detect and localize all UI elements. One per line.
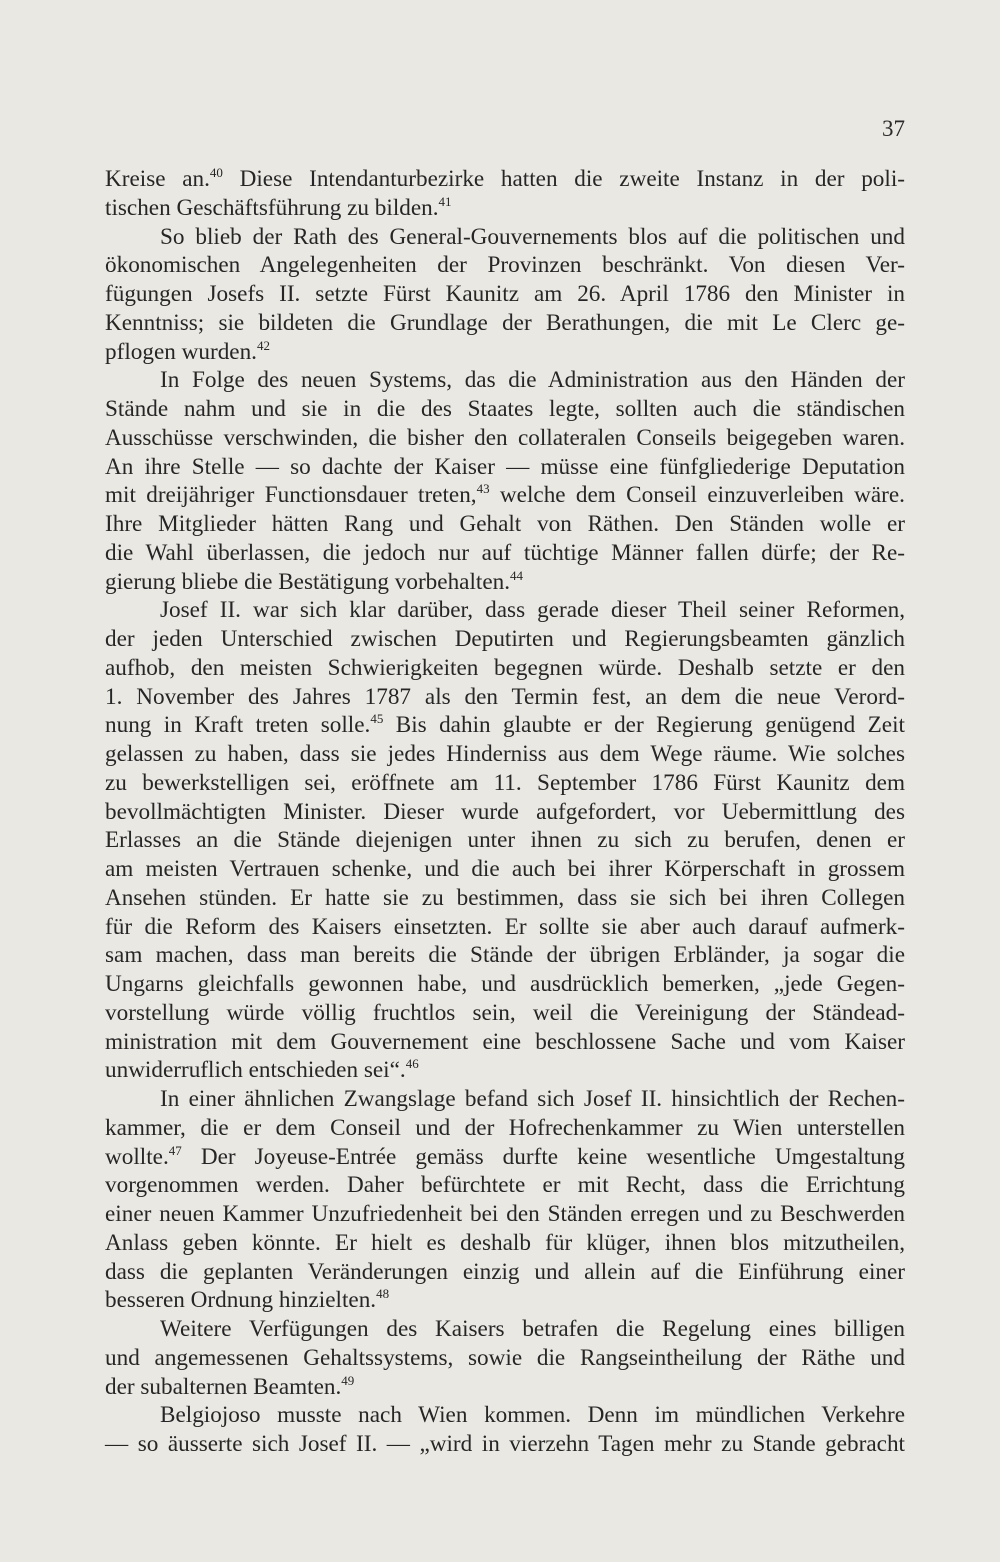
text-line bbox=[105, 1373, 905, 1402]
line-text: Anlass geben könnte. Er hielt es deshalb für klüger, ihnen blos mitzutheilen, bbox=[105, 1229, 905, 1256]
text-line bbox=[105, 1430, 905, 1459]
line-text: mit dreijähriger Functionsdauer treten, bbox=[105, 482, 477, 509]
line-text-continued: Diese Intendanturbezirke hatten die zweite Instanz in der poli- bbox=[222, 166, 905, 192]
line-text: pflogen wurden. bbox=[105, 338, 257, 365]
line-text: Erlasses an die Stände diejenigen unter ihnen zu sich zu berufen, denen er bbox=[105, 827, 905, 854]
line-text: bevollmächtigten Minister. Dieser wurde aufgefordert, vor Uebermittlung des bbox=[105, 798, 905, 825]
text-line bbox=[105, 913, 905, 942]
text-line bbox=[105, 1401, 905, 1430]
line-text: Weitere Verfügungen des Kaisers betrafen die Regelung eines billigen bbox=[160, 1316, 905, 1342]
text-line bbox=[105, 1114, 905, 1143]
text-line bbox=[105, 510, 905, 539]
line-text: Ansehen stünden. Er hatte sie zu bestimmen, dass sie sich bei ihren Collegen bbox=[105, 884, 905, 911]
text-line bbox=[105, 711, 905, 740]
text-line bbox=[105, 424, 905, 453]
line-text: So blieb der Rath des General-Gouvernements blos auf die politischen und bbox=[160, 223, 905, 250]
text-line bbox=[105, 999, 905, 1028]
text-line bbox=[105, 568, 905, 597]
footnote-marker: 44 bbox=[510, 567, 524, 583]
line-text: vorgenommen werden. Daher befürchtete er mit Recht, dass die Errichtung bbox=[105, 1172, 905, 1199]
footnote-marker: 41 bbox=[438, 193, 452, 209]
text-line bbox=[105, 1056, 905, 1085]
line-text: fügungen Josefs II. setzte Fürst Kaunitz am 26. April 1786 den Minister in bbox=[105, 281, 905, 307]
line-text: dass die geplanten Veränderungen einzig und allein auf die Einführung einer bbox=[105, 1258, 905, 1285]
line-text: vorstellung würde völlig fruchtlos sein, weil die Vereinigung der Ständead- bbox=[105, 999, 905, 1026]
line-text-continued: Der Joyeuse-Entrée gemäss durfte keine wesentliche Umgestaltung bbox=[181, 1143, 905, 1170]
footnote-marker: 48 bbox=[376, 1286, 390, 1302]
body-text bbox=[105, 165, 905, 1459]
text-line bbox=[105, 625, 905, 654]
line-text: 1. November des Jahres 1787 als den Termin fest, an dem die neue Verord- bbox=[105, 683, 905, 710]
text-line bbox=[105, 1028, 905, 1057]
line-text: ministration mit dem Gouvernement eine beschlossene Sache und vom Kaiser bbox=[105, 1028, 905, 1055]
line-text: Ihre Mitglieder hätten Rang und Gehalt von Räthen. Den Ständen wolle er bbox=[105, 511, 905, 537]
line-text: Ausschüsse verschwinden, die bisher den collateralen Conseils beigegeben waren. bbox=[105, 424, 905, 451]
line-text: der jeden Unterschied zwischen Deputirten und Regierungsbeamten gänzlich bbox=[105, 626, 905, 652]
line-text: In einer ähnlichen Zwangslage befand sich Josef II. hinsichtlich der Rechen- bbox=[160, 1086, 905, 1112]
text-line bbox=[105, 223, 905, 252]
line-text: aufhob, den meisten Schwierigkeiten begegnen würde. Deshalb setzte er den bbox=[105, 654, 905, 681]
text-line bbox=[105, 1344, 905, 1373]
text-line bbox=[105, 366, 905, 395]
line-text: die Wahl überlassen, die jedoch nur auf tüchtige Männer fallen dürfe; der Re- bbox=[105, 539, 905, 566]
text-line bbox=[105, 280, 905, 309]
line-text: ökonomischen Angelegenheiten der Provinzen beschränkt. Von diesen Ver- bbox=[105, 252, 905, 279]
text-line bbox=[105, 769, 905, 798]
text-line bbox=[105, 1315, 905, 1344]
line-text: Ungarns gleichfalls gewonnen habe, und ausdrücklich bemerken, „jede Gegen- bbox=[105, 971, 905, 997]
line-text: kammer, die er dem Conseil und der Hofrechenkammer zu Wien unterstellen bbox=[105, 1114, 905, 1141]
text-line bbox=[105, 395, 905, 424]
footnote-marker: 43 bbox=[476, 481, 490, 497]
text-line bbox=[105, 165, 905, 194]
text-line bbox=[105, 941, 905, 970]
text-line bbox=[105, 596, 905, 625]
line-text: besseren Ordnung hinzielten. bbox=[105, 1287, 377, 1314]
text-line bbox=[105, 970, 905, 999]
footnote-marker: 46 bbox=[405, 1056, 419, 1072]
text-line bbox=[105, 1229, 905, 1258]
text-line bbox=[105, 194, 905, 223]
text-line bbox=[105, 251, 905, 280]
text-line bbox=[105, 884, 905, 913]
line-text: An ihre Stelle — so dachte der Kaiser — müsse eine fünfgliederige Deputation bbox=[105, 453, 905, 480]
line-text: sam machen, dass man bereits die Stände der übrigen Erbländer, ja sogar die bbox=[105, 942, 905, 969]
text-line bbox=[105, 826, 905, 855]
text-line bbox=[105, 481, 905, 510]
text-line bbox=[105, 539, 905, 568]
footnote-marker: 49 bbox=[341, 1372, 355, 1388]
footnote-marker: 42 bbox=[256, 337, 270, 353]
text-line bbox=[105, 1258, 905, 1287]
line-text: Kreise an. bbox=[105, 166, 210, 192]
line-text: gierung bliebe die Bestätigung vorbehalten. bbox=[105, 568, 511, 595]
line-text: gelassen zu haben, dass sie jedes Hinderniss aus dem Wege räume. Wie solches bbox=[105, 741, 905, 767]
line-text: tischen Geschäftsführung zu bilden. bbox=[105, 194, 439, 221]
text-line bbox=[105, 1200, 905, 1229]
line-text: und angemessenen Gehaltssystems, sowie die Rangseintheilung der Räthe und bbox=[105, 1344, 905, 1371]
page-number: 37 bbox=[882, 116, 905, 141]
footnote-marker: 47 bbox=[168, 1142, 182, 1158]
text-line bbox=[105, 338, 905, 367]
line-text: wollte. bbox=[105, 1143, 169, 1170]
line-text: nung in Kraft treten solle. bbox=[105, 712, 371, 739]
line-text: Belgiojoso musste nach Wien kommen. Denn im mündlichen Verkehre bbox=[160, 1402, 905, 1429]
text-line bbox=[105, 855, 905, 884]
line-text-continued: welche dem Conseil einzuverleiben wäre. bbox=[489, 482, 905, 509]
line-text: einer neuen Kammer Unzufriedenheit bei den Ständen erregen und zu Beschwerden bbox=[105, 1201, 905, 1227]
text-line bbox=[105, 798, 905, 827]
line-text: unwiderruflich entschieden sei“. bbox=[105, 1057, 406, 1084]
footnote-marker: 45 bbox=[370, 711, 384, 727]
text-line bbox=[105, 683, 905, 712]
line-text: der subalternen Beamten. bbox=[105, 1373, 342, 1400]
line-text: am meisten Vertrauen schenke, und die auch bei ihrer Körperschaft in grossem bbox=[105, 856, 905, 882]
line-text: zu bewerkstelligen sei, eröffnete am 11. September 1786 Fürst Kaunitz dem bbox=[105, 769, 905, 796]
text-line bbox=[105, 453, 905, 482]
line-text: — so äusserte sich Josef II. — „wird in vierzehn Tagen mehr zu Stande gebracht bbox=[105, 1431, 905, 1457]
text-line bbox=[105, 1286, 905, 1315]
line-text: Kenntniss; sie bildeten die Grundlage der Berathungen, die mit Le Clerc ge- bbox=[105, 309, 905, 336]
line-text: Josef II. war sich klar darüber, dass gerade dieser Theil seiner Reformen, bbox=[160, 597, 905, 624]
text-line bbox=[105, 654, 905, 683]
text-line bbox=[105, 740, 905, 769]
line-text: Stände nahm und sie in die des Staates legte, sollten auch die ständischen bbox=[105, 396, 905, 422]
line-text: für die Reform des Kaisers einsetzten. Er sollte sie aber auch darauf aufmerk- bbox=[105, 913, 905, 940]
line-text: In Folge des neuen Systems, das die Administration aus den Händen der bbox=[160, 367, 905, 394]
line-text-continued: Bis dahin glaubte er der Regierung genügend Zeit bbox=[383, 712, 905, 739]
text-line bbox=[105, 1085, 905, 1114]
footnote-marker: 40 bbox=[209, 165, 223, 180]
text-line bbox=[105, 1143, 905, 1172]
text-line bbox=[105, 309, 905, 338]
text-line bbox=[105, 1171, 905, 1200]
